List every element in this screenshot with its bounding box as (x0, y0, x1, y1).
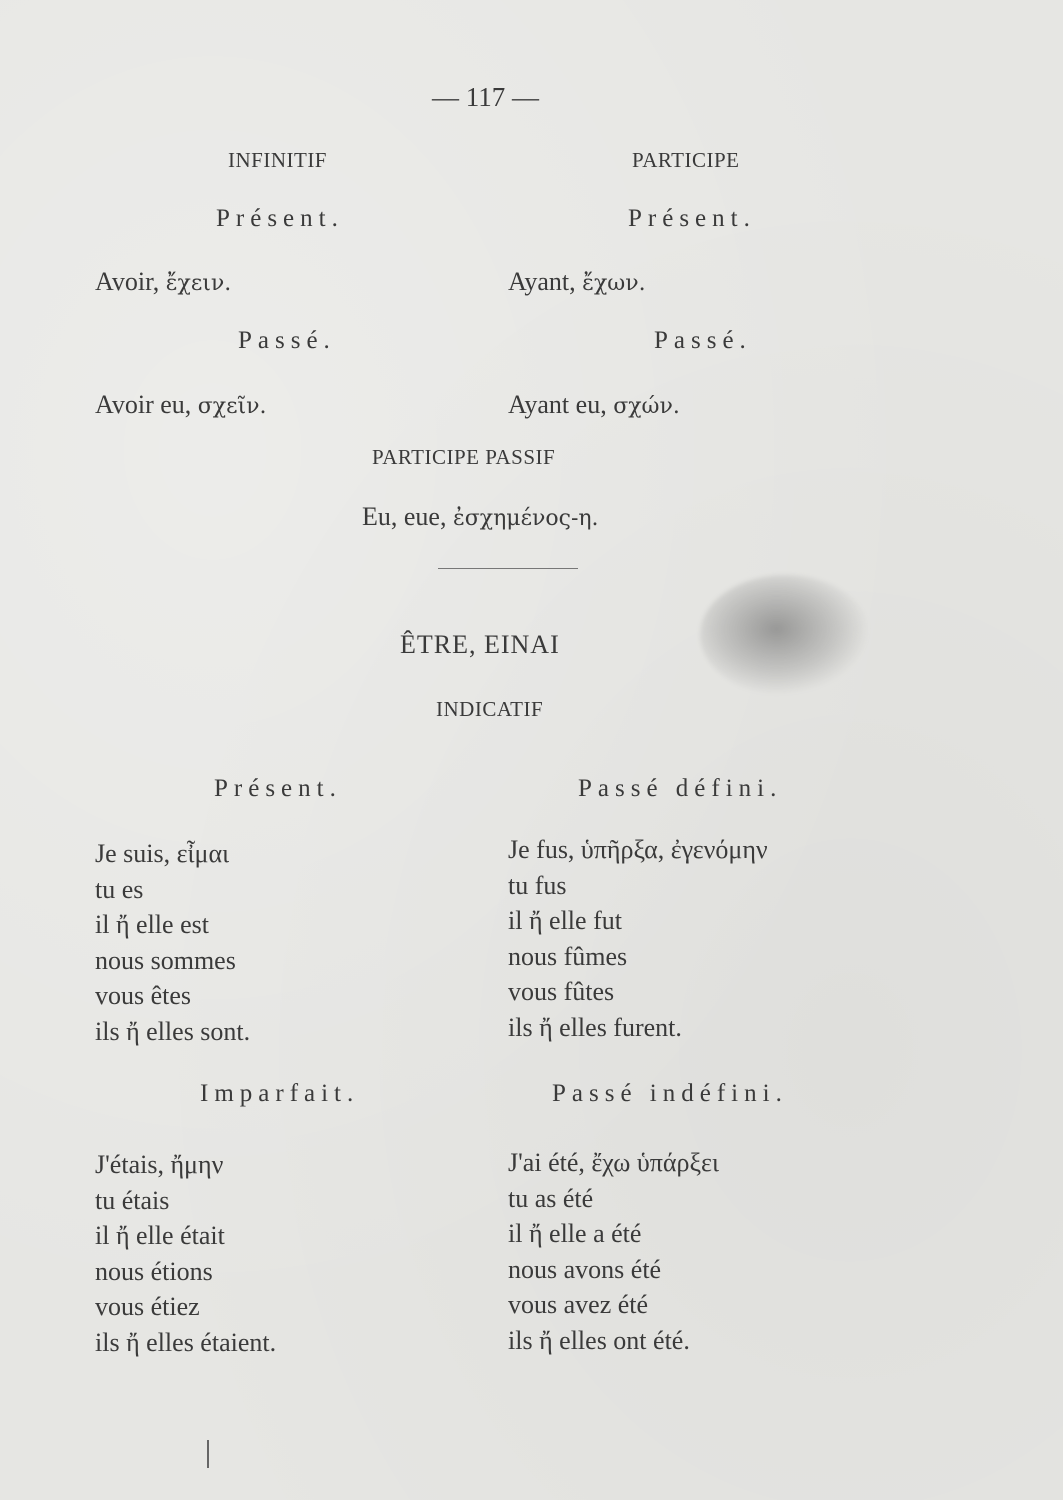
present-line: tu es (95, 874, 144, 904)
ink-smudge (700, 575, 870, 695)
passe-indefini-line: nous avons été (508, 1254, 662, 1284)
passe-defini-line: il ἤ elle fut (508, 906, 622, 935)
imparfait-label: Imparfait. (200, 1080, 360, 1107)
passe-defini-conjugation (508, 832, 768, 1045)
infinitif-passe-greek: σχεῖν. (197, 394, 267, 419)
passe-indefini-line: vous avez été (508, 1290, 649, 1319)
present-line: ils ἤ elles sont. (95, 1016, 251, 1046)
participe-present-label: Présent. (628, 205, 756, 232)
imparfait-line: il ἤ elle était (95, 1221, 225, 1250)
infinitif-present-label: Présent. (216, 205, 344, 232)
passe-indefini-label: Passé indéfini. (552, 1080, 788, 1107)
present-line: Je suis, εἶμαι (95, 839, 230, 868)
participe-passif-line (362, 502, 599, 532)
passe-indefini-line: il ἤ elle a été (508, 1219, 642, 1248)
imparfait-line: vous étiez (95, 1292, 200, 1321)
present-label: Présent. (214, 775, 342, 802)
present-conjugation (95, 836, 250, 1049)
imparfait-line: ils ἤ elles étaient. (95, 1327, 277, 1357)
imparfait-conjugation (95, 1147, 276, 1360)
infinitif-passe-text: Avoir eu, (95, 390, 192, 419)
passe-indefini-line: ils ἤ elles ont été. (508, 1325, 690, 1355)
participe-present-line (508, 267, 646, 297)
participe-present-greek: ἔχων. (582, 271, 646, 296)
participe-passif-text: Eu, eue, (362, 502, 447, 531)
passe-defini-line: vous fûtes (508, 977, 615, 1006)
passe-indefini-conjugation (508, 1145, 719, 1358)
infinitif-present-greek: ἔχειν. (165, 271, 232, 296)
infinitif-heading: INFINITIF (228, 148, 327, 172)
imparfait-line: tu étais (95, 1185, 170, 1215)
page-number: — 117 — (432, 82, 539, 112)
participe-present-text: Ayant, (508, 267, 576, 296)
participe-passe-greek: σχών. (613, 394, 680, 419)
section-divider (438, 568, 578, 569)
participe-passe-label: Passé. (654, 327, 752, 354)
present-line: nous sommes (95, 945, 236, 975)
passe-indefini-line: J'ai été, ἔχω ὑπάρξει (508, 1148, 719, 1177)
participe-passif-heading: PARTICIPE PASSIF (372, 445, 556, 469)
etre-title: ÊTRE, EINAI (400, 630, 560, 659)
present-line: vous êtes (95, 981, 192, 1010)
passe-defini-line: Je fus, ὑπῆρξα, ἐγενόμην (508, 835, 768, 864)
present-line: il ἤ elle est (95, 910, 209, 939)
ink-mark (207, 1440, 209, 1468)
passe-defini-line: ils ἤ elles furent. (508, 1012, 682, 1042)
infinitif-passe-line (95, 390, 267, 420)
passe-defini-label: Passé défini. (578, 775, 783, 802)
participe-passe-line (508, 390, 680, 420)
infinitif-passe-label: Passé. (238, 327, 336, 354)
participe-heading: PARTICIPE (632, 148, 740, 172)
imparfait-line: nous étions (95, 1256, 213, 1286)
passe-indefini-line: tu as été (508, 1183, 594, 1213)
participe-passif-greek: ἐσχημένος-η. (452, 506, 599, 531)
passe-defini-line: tu fus (508, 870, 567, 900)
indicatif-heading: INDICATIF (436, 697, 544, 721)
imparfait-line: J'étais, ἤμην (95, 1150, 224, 1179)
infinitif-present-text: Avoir, (95, 267, 160, 296)
passe-defini-line: nous fûmes (508, 941, 628, 971)
participe-passe-text: Ayant eu, (508, 390, 607, 419)
infinitif-present-line (95, 267, 231, 297)
